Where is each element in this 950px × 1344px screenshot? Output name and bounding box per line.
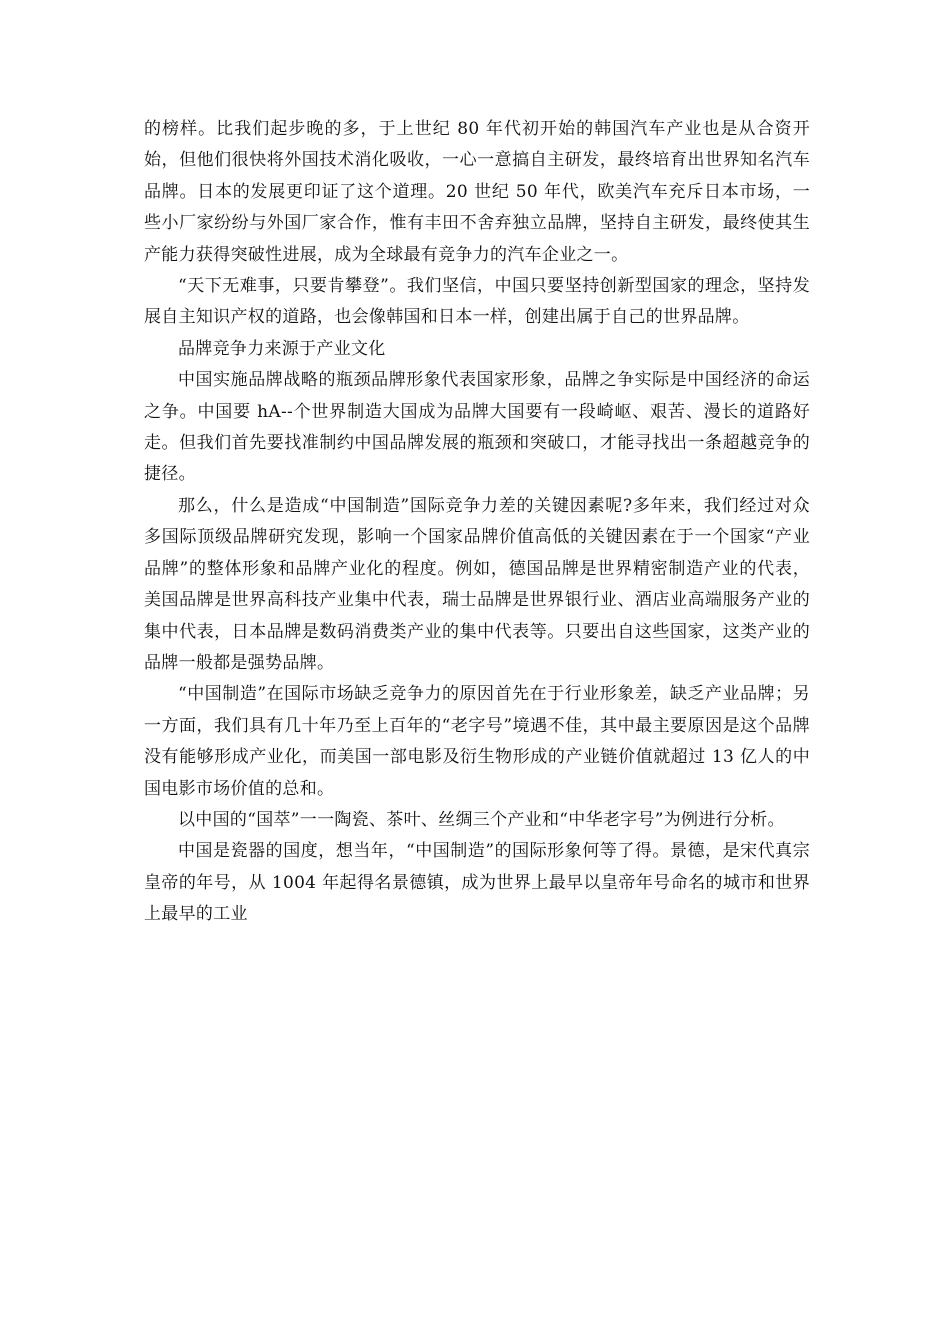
paragraph: 那么，什么是造成“中国制造”国际竞争力差的关键因素呢?多年来，我们经过对众多国际顶级品牌研究发现，影响一个国家品牌价值高低的关键因素在于一个国家“产业品牌”的整体形象和品牌产业化的程度。例如，德国品牌是世界精密制造产业的代表，美国品牌是世界高科技产业集中代表，瑞士品牌是世界银行业、酒店业高端服务产业的集中代表，日本品牌是数码消费类产业的集中代表等。只要出自这些国家，这类产业的品牌一般都是强势品牌。 xyxy=(144,495,810,673)
paragraph: “中国制造”在国际市场缺乏竞争力的原因首先在于行业形象差，缺乏产业品牌；另一方面，我们具有几十年乃至上百年的“老字号”境遇不佳，其中最主要原因是这个品牌没有能够形成产业化，而美国一部电影及衍生物形成的产业链价值就超过 13 亿人的中国电影市场价值的总和。 xyxy=(144,684,810,799)
paragraph: “天下无难事，只要肯攀登”。我们坚信，中国只要坚持创新型国家的理念，坚持发展自主知识产权的道路，也会像韩国和日本一样，创建出属于自己的世界品牌。 xyxy=(144,276,810,328)
paragraph: 以中国的“国萃”一一陶瓷、茶叶、丝绸三个产业和“中华老字号”为例进行分析。 xyxy=(178,809,785,830)
paragraph: 中国是瓷器的国度，想当年，“中国制造”的国际形象何等了得。景德，是宋代真宗皇帝的年号，从 1004 年起得名景德镇，成为世界上最早以皇帝年号命名的城市和世界上最早的工业 xyxy=(144,841,810,925)
paragraph: 的榜样。比我们起步晚的多，于上世纪 80 年代初开始的韩国汽车产业也是从合资开始，但他们很快将外国技术消化吸收，一心一意搞自主研发，最终培育出世界知名汽车品牌。日本的发展更印证了这个道理。20 世纪 50 年代，欧美汽车充斥日本市场，一些小厂家纷纷与外国厂家合作，惟有丰田不舍弃独立品牌，坚持自主研发，最终使其生产能力获得突破性进展，成为全球最有竞争力的汽车企业之一。 xyxy=(144,119,810,265)
paragraph: 中国实施品牌战略的瓶颈品牌形象代表国家形象，品牌之争实际是中国经济的命运之争。中国要 hA--个世界制造大国成为品牌大国要有一段崎岖、艰苦、漫长的道路好走。但我们首先要找准制约中国品牌发展的瓶颈和突破口，才能寻找出一条超越竞争的捷径。 xyxy=(144,370,810,485)
section-heading: 品牌竞争力来源于产业文化 xyxy=(178,338,386,359)
document-body xyxy=(144,114,810,931)
